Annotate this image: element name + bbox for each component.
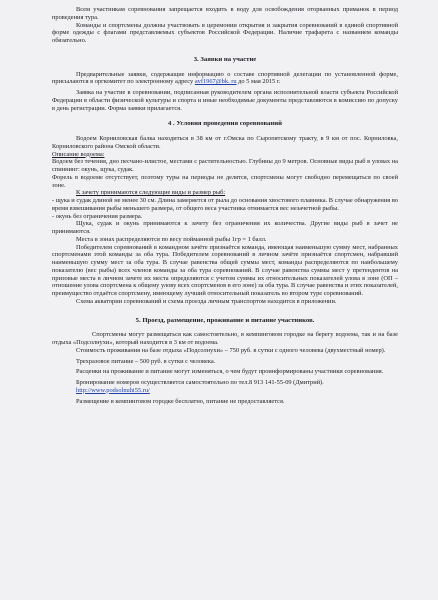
entry-prohibition-paragraph: Всем участникам соревнования запрещается входить в воду для освобождения оторванных приманок в период проведения тура. [52, 6, 398, 21]
preliminary-applications-text: Предварительные заявки, содержащие информацию о составе спортивной делегации по установленной форме, присылаются в оргкомитет по электронному адресу [52, 70, 398, 86]
perch-rule: - окунь без ограничения размера. [52, 212, 143, 220]
section-3-title: 3. Заявки на участие [193, 55, 257, 63]
section-5-title: 5. Проезд, размещение, проживание и питание участников. [135, 316, 315, 324]
accepted-fish-label: К зачету принимаются следующие виды и размер рыб: [76, 189, 226, 197]
application-signing-paragraph: Заявка на участие в соревновании, подписанная руководителем органа исполнительной власти субъекта Российской Федерации в области физической культуры и спорта и иные необходимые документы представляются в комиссию по допуску в день регистрации. Форма заявки прилагается. [52, 89, 398, 112]
application-deadline-text: до 5 мая 2015 г. [236, 78, 281, 86]
reservoir-description-paragraph: Водоем без течения, дно песчано-илистое, местами с растительностью. Глубины до 9 метров. Основные виды рыб в уловах на спиннинг: окунь, щука, судак. [52, 158, 398, 173]
reservoir-description-label: Описание водоема: [52, 150, 105, 158]
scoring-rule-paragraph: Места в зонах распределяются по весу пойманной рыбы 1гр = 1 балл. [76, 235, 267, 243]
price-change-paragraph: Расценки на проживание и питание могут изменяться, о чем будут проинформированы участники соревнования. [76, 368, 384, 376]
organizer-email-link[interactable]: avf1967@bk. ru [194, 78, 237, 86]
winner-determination-paragraph: Победителем соревнований в командном зачёте признаётся команда, имеющая наименьшую сумму мест, набранных спортсменами этой команды за оба тура. Победителем соревнований в личном зачёте признаётся спортсмен, набравший наименьшую сумму мест за оба тура. В случае равенства общей суммы мест, команды распределяются по наибольшему показателю (вес рыбы) всех членов команды за оба тура соревнований. В случае равенства суммы мест у претендентов на призовые места в личном зачете их места определяются с учетом суммы их относительных показателей улова в зоне (ОП – отношение улова спортсмена к общему улову всех спортсменов в его зоне) за оба тура. В случае равенства и этих показателей, преимущество отдаётся спортсмену, имеющему лучший относительный показатель во втором туре соревнований. [52, 243, 398, 297]
accommodation-cost-paragraph: Стоимость проживания на базе отдыха «Подсолнухи» – 750 руб. в сутки с одного человека (двухместный номер). [76, 346, 386, 354]
booking-paragraph: Бронирование номеров осуществляется самостоятельно по тел.8 913 141-55-09 (Дмитрий). [76, 379, 324, 386]
website-link[interactable]: http://www.podsolnuhi55.ru/ [76, 386, 150, 394]
preliminary-applications-paragraph [52, 71, 398, 87]
pike-zander-rule: - щука и судак длиной не менее 30 см. Длина замеряется от рыла до основания хвостового плавника. В случае обнаружения во время взвешивания рыбы меньшего размера, от общего веса участника отнимается вес незачетной рыбы. [52, 197, 398, 212]
no-quantity-limit-paragraph: Щука, судак и окунь принимаются к зачету без ограничения их количества. Другие виды рыб в зачет не принимаются. [52, 220, 398, 235]
reservoir-location-paragraph: Водоем Корниловская балка находиться в 38 км от г.Омска по Сыропятскому тракту, в 9 км от пос. Корниловка, Корниловского района Омской области. [52, 135, 398, 150]
scheme-note-paragraph: Схема акватории соревнований и схема проезда личным транспортом находится в приложении. [76, 297, 337, 305]
trout-absence-paragraph: Форель в водоеме отсутствует, поэтому туры на периоды не делятся, спортсмены могут свободно перемещаться по своей зоне. [52, 173, 398, 189]
accommodation-paragraph: Спортсмены могут размещаться как самостоятельно, в кемпинговом городке на берегу водоема, так и на базе отдыха «Подсолнухи», который находится в 3 км от водоема. [52, 331, 398, 346]
section-4-title: 4 . Условия проведения соревнований [168, 120, 282, 128]
meals-paragraph: Трехразовое питание – 500 руб. в сутки с человека. [76, 357, 216, 365]
ceremony-uniform-paragraph: Команды и спортсмены должны участвовать в церемонии открытия и закрытия соревнований в единой спортивной форме одежды с флагами представляемых субъектов Российской Федерации. Наличие трафарета с названием команды обязательно. [52, 21, 398, 44]
camping-paragraph: Размещение в кемпинговом городке бесплатно, питание не предоставляется. [76, 397, 285, 405]
